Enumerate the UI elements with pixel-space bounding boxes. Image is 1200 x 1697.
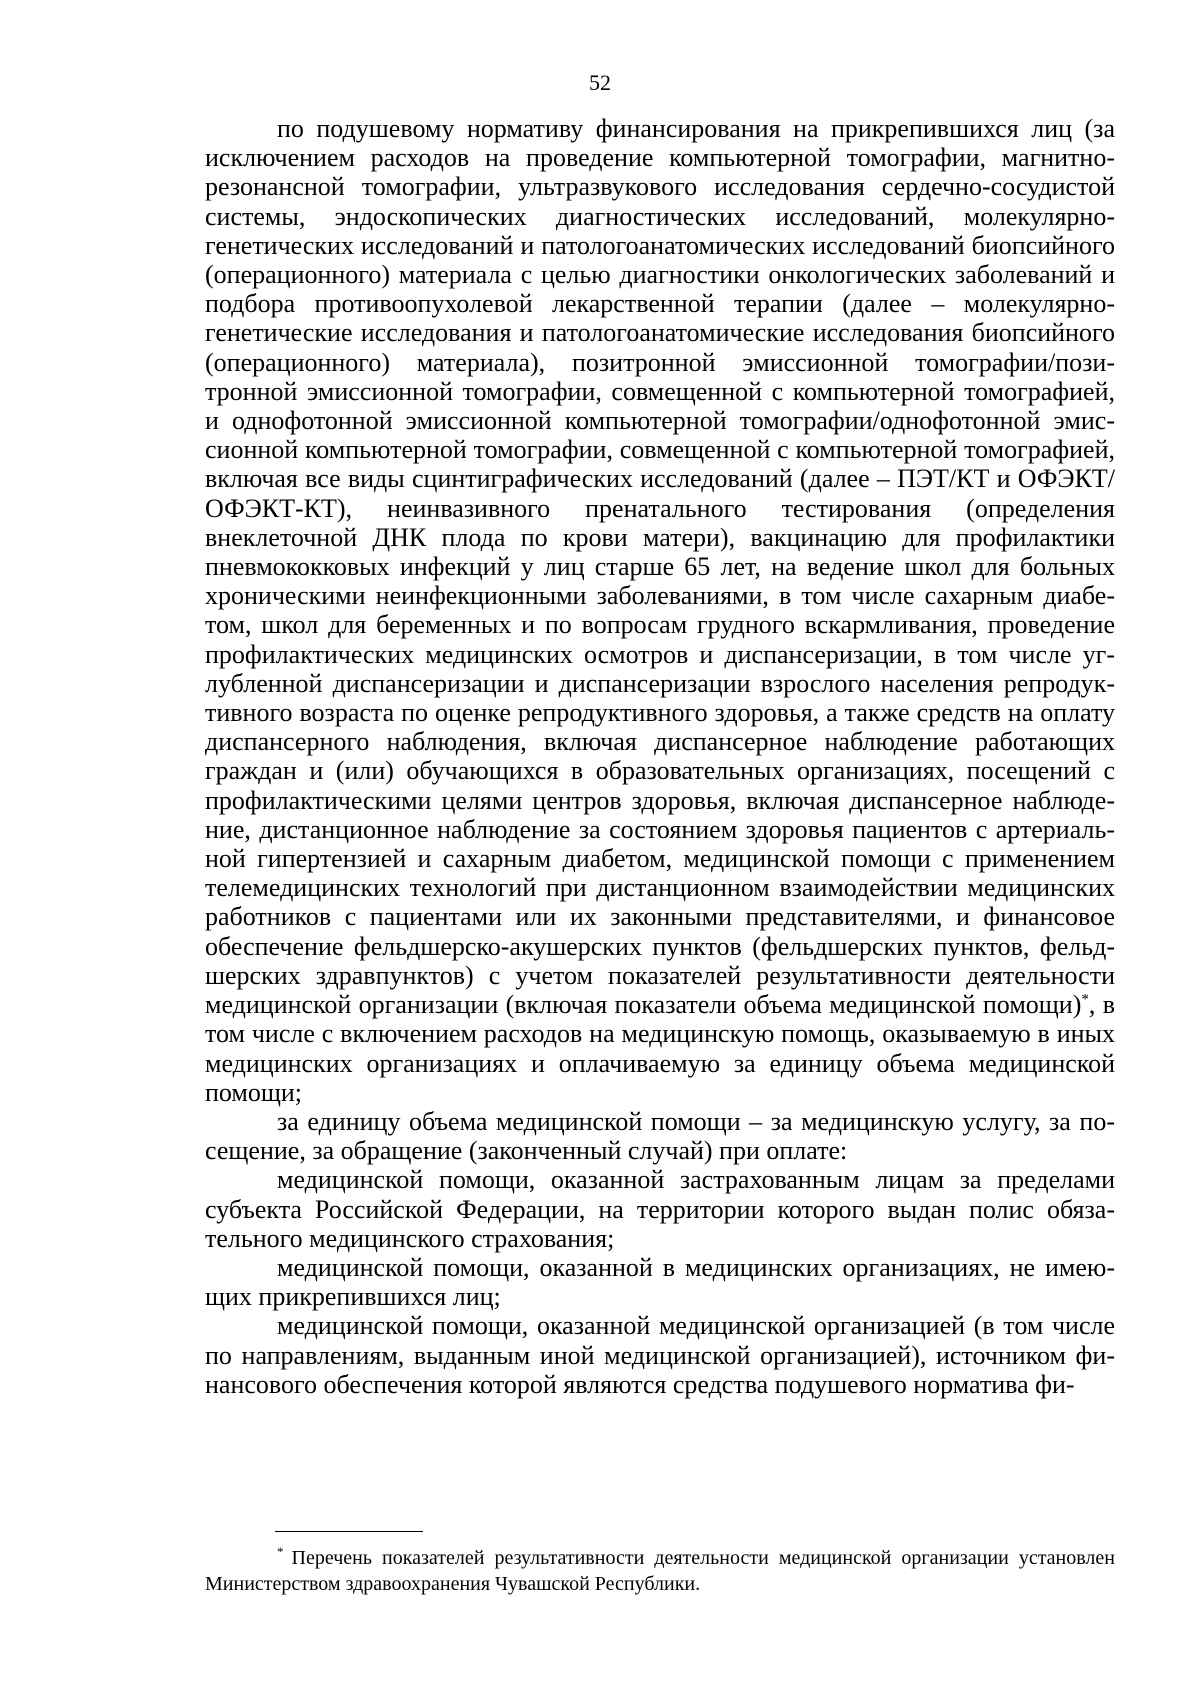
document-body: [205, 114, 1115, 1399]
footnote: [205, 1545, 1115, 1597]
paragraph-2: за единицу объема медицинской помощи – за медицинскую услугу, за посещение, за обращение (законченный случай) при оплате:: [205, 1106, 1115, 1166]
footnote-divider: [275, 1531, 423, 1532]
paragraph-1-continuation: , в том числе с включением расходов на медицинскую помощь, оказываемую в иных медицинских организациях и оплачиваемую за единицу объема медицинской помощи;: [205, 990, 1115, 1107]
paragraph-5: медицинской помощи, оказанной медицинской организацией (в том числе по направлениям, выданным иной медицинской организацией), источником финансового обеспечения которой являются средства подушевого норматива фи-: [205, 1311, 1115, 1399]
footnote-mark: *: [277, 1544, 284, 1560]
page-number: 52: [589, 70, 611, 95]
paragraph-3: медицинской помощи, оказанной застрахованным лицам за пределами субъекта Российской Федерации, на территории которого выдан полис обязательного медицинского страхования;: [205, 1165, 1115, 1253]
paragraph-1-text: по подушевому нормативу финансирования на прикрепившихся лиц (за исключением расходов на проведение компьютерной томографии, магнитно-резонансной томографии, ультразвукового исследования сердечно-сосудистой системы, эндоскопических диагностических исследований, молекулярно-генетических исследований и патологоанатомических исследований биопсийного (операционного) материала с целью диагностики онкологических заболеваний и подбора противоопухолевой лекарственной терапии (далее – молекулярно-генетические исследования и патологоанатомические исследования биопсийного (операционного) материала), позитронной эмиссионной томографии/позитронной эмиссионной томографии, совмещенной с компьютерной томографией, и однофотонной эмиссионной компьютерной томографии/однофотонной эмиссионной компьютерной томографии, совмещенной с компьютерной томографией, включая все виды сцинтиграфических исследований (далее – ПЭТ/КТ и ОФЭКТ/ОФЭКТ-КТ), неинвазивного пренатального тестирования (определения внеклеточной ДНК плода по крови матери), вакцинацию для профилактики пневмококковых инфекций у лиц старше 65 лет, на ведение школ для больных хроническими неинфекционными заболеваниями, в том числе сахарным диабетом, школ для беременных и по вопросам грудного вскармливания, проведение профилактических медицинских осмотров и диспансеризации, в том числе углубленной диспансеризации и диспансеризации взрослого населения репродуктивного возраста по оценке репродуктивного здоровья, а также средств на оплату диспансерного наблюдения, включая диспансерное наблюдение работающих граждан и (или) обучающихся в образовательных организациях, посещений с профилактическими целями центров здоровья, включая диспансерное наблюдение, дистанционное наблюдение за состоянием здоровья пациентов с артериальной гипертензией и сахарным диабетом, медицинской помощи с применением телемедицинских технологий при дистанционном взаимодействии медицинских работников с пациентами или их законными представителями, и финансовое обеспечение фельдшерско-акушерских пунктов (фельдшерских пунктов, фельдшерских здравпунктов) с учетом показателей результативности деятельности медицинской организации (включая показатели объема медицинской помощи): [205, 114, 1115, 1020]
footnote-reference[interactable]: *: [1081, 991, 1089, 1008]
footnote-text: Перечень показателей результативности деятельности медицинской организации установлен Министерством здравоохранения Чувашской Республики.: [205, 1547, 1115, 1595]
paragraph-1: [205, 114, 1115, 1107]
paragraph-4: медицинской помощи, оказанной в медицинских организациях, не имеющих прикрепившихся лиц;: [205, 1252, 1115, 1312]
